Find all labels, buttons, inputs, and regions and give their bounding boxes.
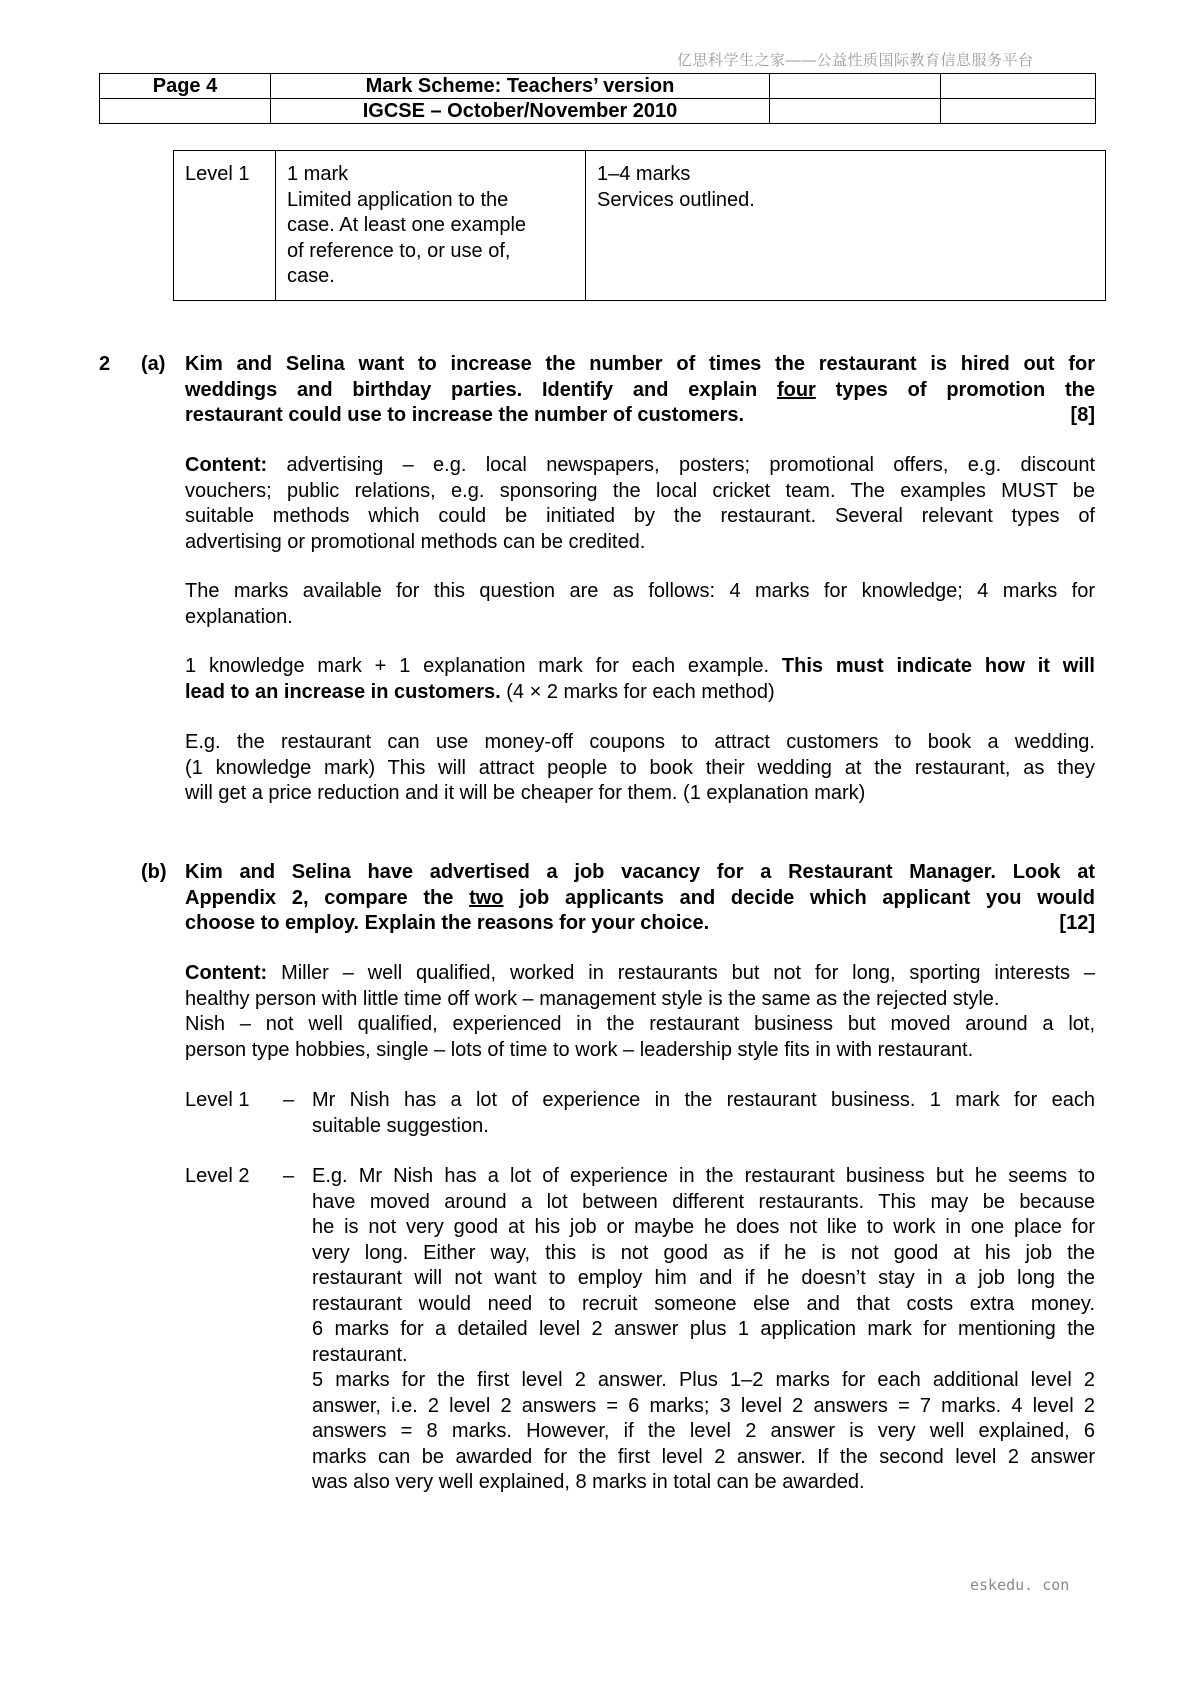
marks-available-2a <box>185 579 1095 630</box>
text-line <box>185 961 1095 987</box>
text-span: Appendix 2, compare the <box>185 886 470 909</box>
text-line: E.g. Mr Nish has a lot of experience in the restaurant business but he seems to <box>312 1165 1095 1187</box>
text-line <box>185 453 1095 479</box>
text-line: will get a price reduction and it will be cheaper for them. (1 explanation mark) <box>185 782 866 804</box>
underlined-word: four <box>776 378 816 401</box>
header-empty-cell <box>100 99 271 124</box>
text-line: explanation. <box>185 605 293 628</box>
content-label: Content: <box>185 454 268 476</box>
level-table <box>173 150 1106 301</box>
header-empty-cell <box>941 99 1096 124</box>
text-line: person type hobbies, single – lots of time to work – leadership style fits in with restaurant. <box>185 1038 974 1061</box>
question-number: 2 <box>99 353 111 375</box>
text-line <box>185 378 1095 404</box>
question-2b <box>185 860 1095 937</box>
text-line: have moved around a lot between different restaurants. This may be because <box>312 1190 1095 1213</box>
text-line: suitable suggestion. <box>312 1114 489 1137</box>
level-2-text <box>312 1164 1095 1496</box>
level-2-label: Level 2 <box>185 1165 250 1187</box>
text-line: marks can be awarded for the first level 2 answer. If the second level 2 answer <box>312 1445 1095 1468</box>
underlined-word: two <box>469 886 504 909</box>
text-line: vouchers; public relations, e.g. sponsoring the local cricket team. The examples MUST be <box>185 479 1095 502</box>
header-empty-cell <box>770 74 941 99</box>
knowledge-marks-2a <box>185 654 1095 705</box>
text-line: answer, i.e. 2 level 2 answers = 6 marks; 3 level 2 answers = 7 marks. 4 level 2 <box>312 1394 1095 1417</box>
text-span: restaurant could use to increase the number of customers. <box>185 404 745 426</box>
text-line: 5 marks for the first level 2 answer. Plus 1–2 marks for each additional level 2 <box>312 1369 1095 1391</box>
text-line: restaurant will not want to employ him and if he doesn’t stay in a job long the <box>312 1267 1095 1289</box>
text-line <box>185 654 1095 680</box>
level-2-dash: – <box>283 1165 295 1187</box>
text-span: types of promotion the <box>815 378 1095 401</box>
text-line: Nish – not well qualified, experienced in the restaurant business but moved around a lot, <box>185 1013 1095 1035</box>
text-span: weddings and birthday parties. Identify and explain <box>185 378 777 401</box>
text-line: was also very well explained, 8 marks in total can be awarded. <box>312 1471 865 1493</box>
level-knowledge <box>586 151 1106 301</box>
cell-line: case. At least one example <box>287 214 527 236</box>
text-line: (1 knowledge mark) This will attract people to book their wedding at the restaurant, as they <box>185 756 1095 779</box>
text-span: 1 knowledge mark + 1 explanation mark for each example. <box>185 655 782 677</box>
text-span: advertising – e.g. local newspapers, posters; promotional offers, e.g. discount <box>267 454 1095 476</box>
level-1-text <box>312 1088 1095 1139</box>
text-line: Kim and Selina want to increase the number of times the restaurant is hired out for <box>185 353 1095 375</box>
level-1-dash: – <box>283 1089 295 1111</box>
text-line: 6 marks for a detailed level 2 answer plus 1 application mark for mentioning the <box>312 1318 1095 1340</box>
text-line <box>185 680 1095 706</box>
cell-line: of reference to, or use of, <box>287 239 511 262</box>
watermark-bottom: eskedu. con <box>970 1576 1070 1594</box>
question-2a <box>185 352 1095 429</box>
mark-allocation: [12] <box>1059 912 1095 934</box>
header-empty-cell <box>770 99 941 124</box>
watermark-top: 亿思科学生之家——公益性质国际教育信息服务平台 <box>677 52 1034 69</box>
content-2a <box>185 453 1095 555</box>
text-line: very long. Either way, this is not good as if he is not good at his job the <box>312 1241 1095 1264</box>
text-line: restaurant would need to recruit someone else and that costs extra money. <box>312 1292 1095 1315</box>
content-2b <box>185 961 1095 1063</box>
level-label: Level 1 <box>174 151 276 301</box>
level-application <box>276 151 586 301</box>
level-1-label: Level 1 <box>185 1089 250 1111</box>
cell-line: Limited application to the <box>287 188 509 211</box>
cell-line: case. <box>287 265 335 287</box>
text-line: he is not very good at his job or maybe he does not like to work in one place for <box>312 1216 1095 1238</box>
text-line: suitable methods which could be initiated by the restaurant. Several relevant types of <box>185 505 1095 527</box>
text-span: (4 × 2 marks for each method) <box>500 680 775 703</box>
example-2a <box>185 730 1095 807</box>
text-line: The marks available for this question are as follows: 4 marks for knowledge; 4 marks for <box>185 580 1095 602</box>
text-line <box>185 911 1095 937</box>
text-span: This must indicate how it will <box>781 655 1095 677</box>
text-line: healthy person with little time off work – management style is the same as the rejected style. <box>185 987 1000 1010</box>
text-line: answers = 8 marks. However, if the level 2 answer is very well explained, 6 <box>312 1420 1095 1442</box>
header-table <box>99 73 1096 124</box>
text-line: restaurant. <box>312 1343 408 1366</box>
text-span: lead to an increase in customers. <box>185 680 501 703</box>
header-empty-cell <box>941 74 1096 99</box>
text-span: choose to employ. Explain the reasons for your choice. <box>185 912 710 934</box>
text-line: E.g. the restaurant can use money-off coupons to attract customers to book a wedding. <box>185 731 1095 753</box>
document-title: Mark Scheme: Teachers’ version <box>271 74 770 99</box>
part-b-label: (b) <box>141 861 167 883</box>
exam-session: IGCSE – October/November 2010 <box>271 99 770 124</box>
text-line <box>185 403 1095 429</box>
content-label: Content: <box>185 962 268 984</box>
mark-allocation: [8] <box>1070 404 1095 426</box>
cell-line: 1 mark <box>287 163 349 185</box>
text-line: Kim and Selina have advertised a job vacancy for a Restaurant Manager. Look at <box>185 861 1095 883</box>
text-line <box>185 886 1095 912</box>
part-a-label: (a) <box>141 353 166 375</box>
text-line: Mr Nish has a lot of experience in the restaurant business. 1 mark for each <box>312 1089 1095 1111</box>
cell-line: Services outlined. <box>597 188 755 211</box>
text-span: job applicants and decide which applicant you would <box>503 886 1095 909</box>
cell-line: 1–4 marks <box>597 163 691 185</box>
text-span: Miller – well qualified, worked in restaurants but not for long, sporting interests – <box>267 962 1095 984</box>
text-line: advertising or promotional methods can be credited. <box>185 530 646 553</box>
page-number: Page 4 <box>100 74 271 99</box>
